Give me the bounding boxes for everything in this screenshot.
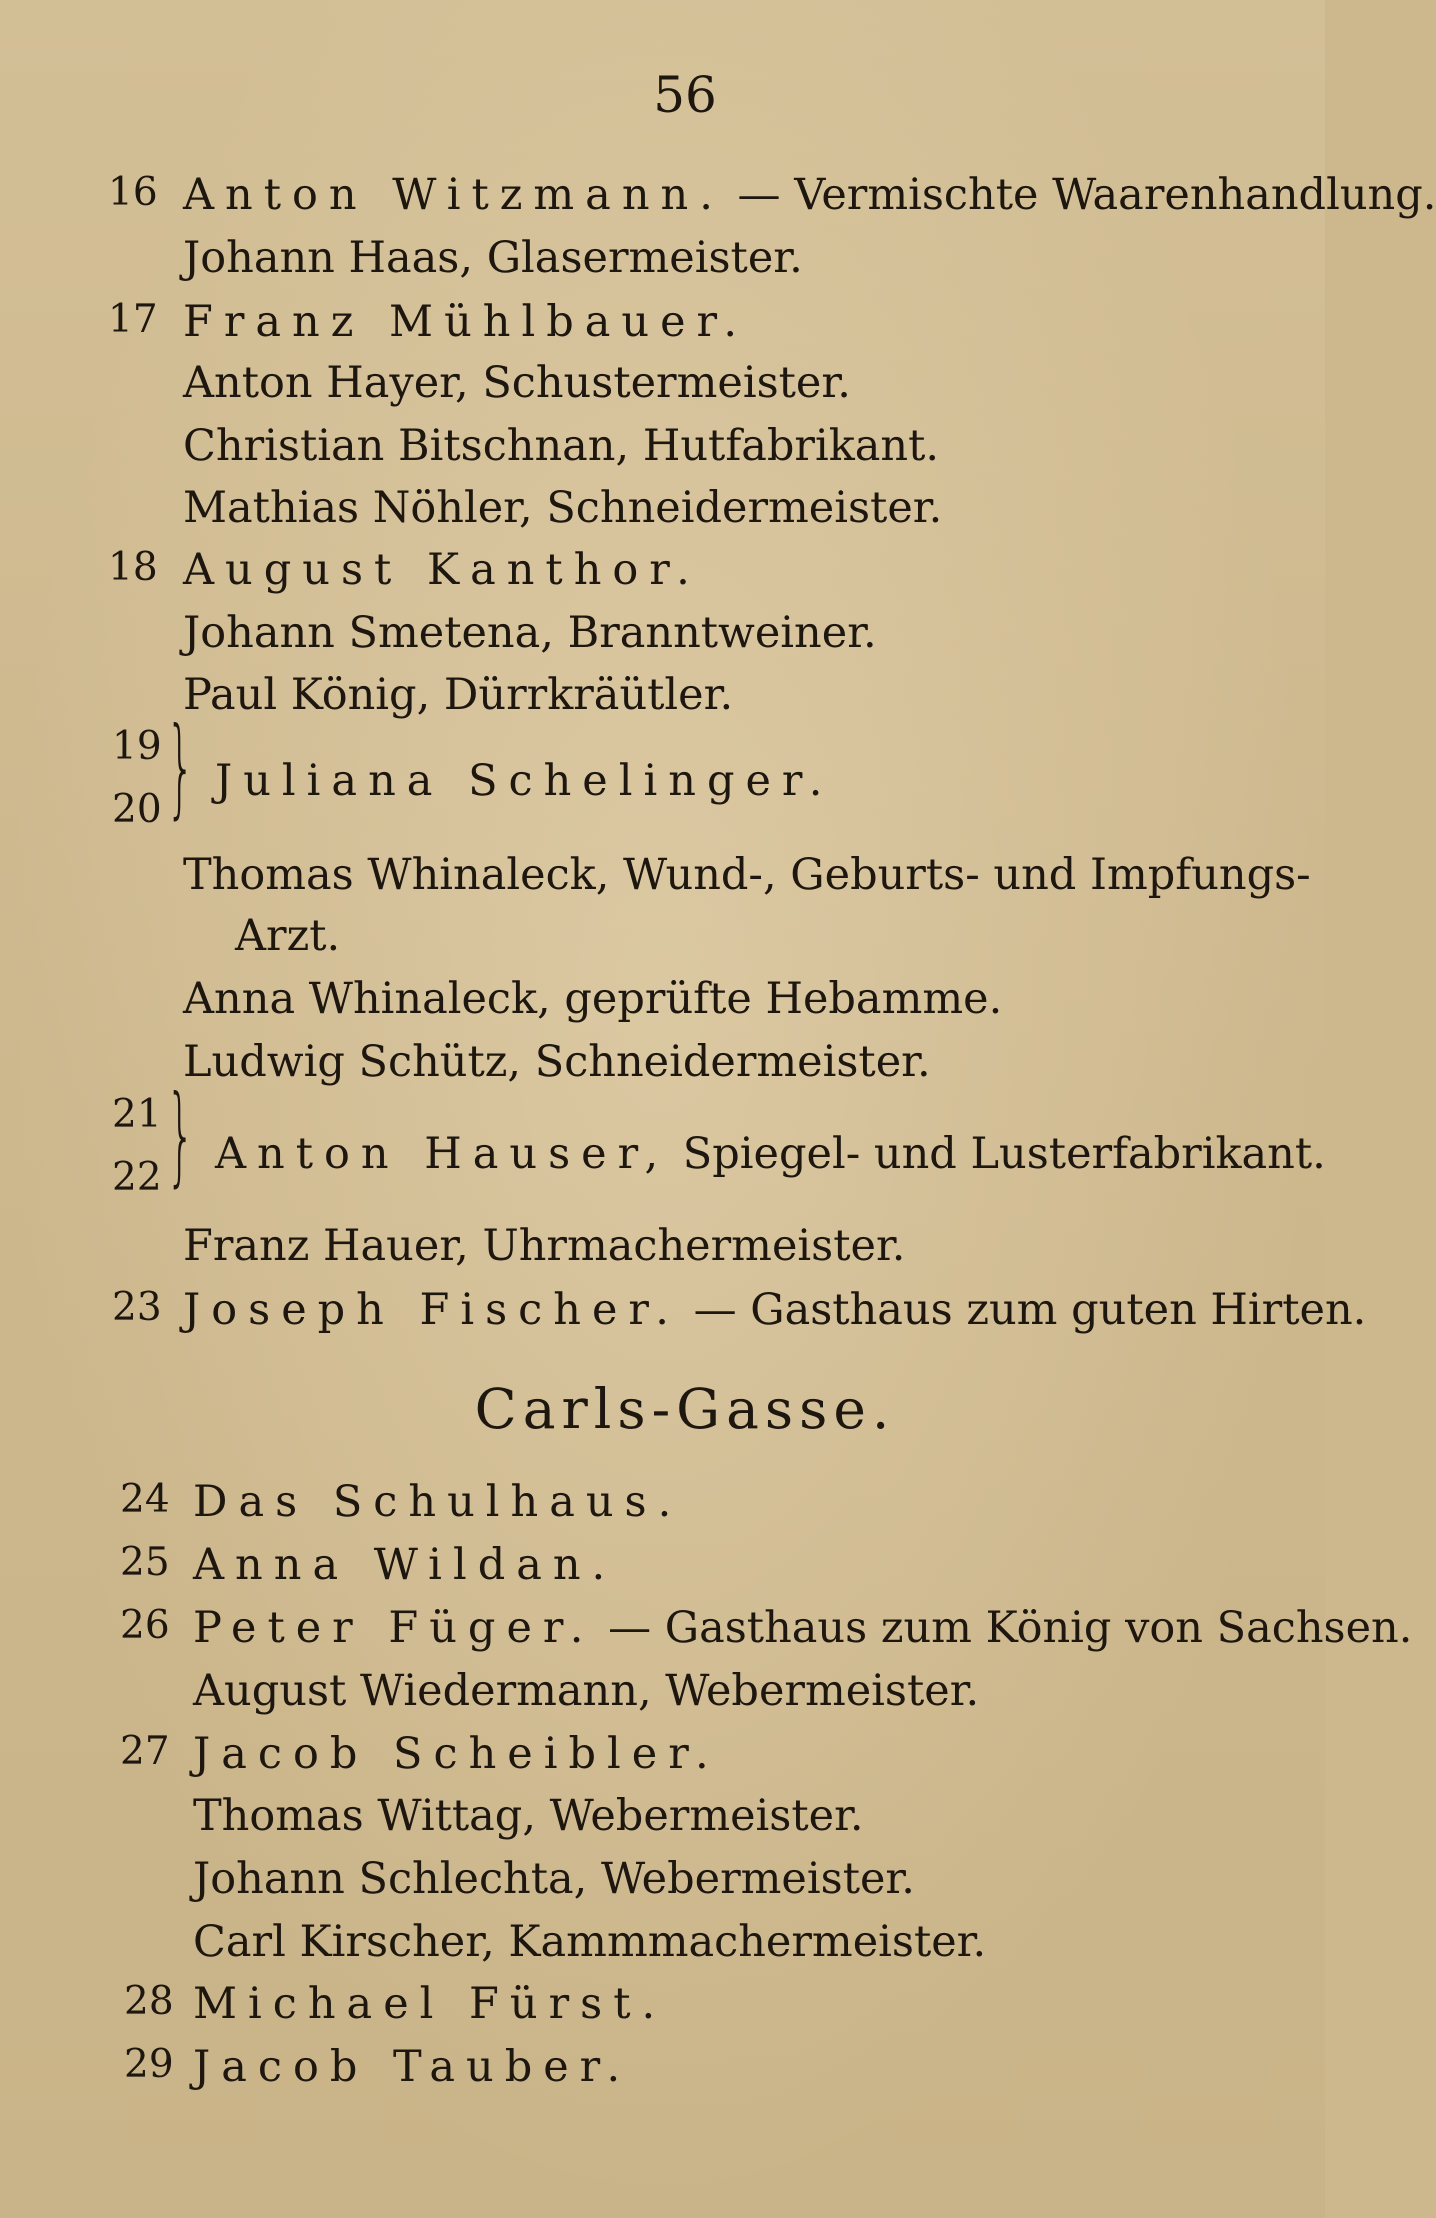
entry-line bbox=[183, 609, 877, 657]
entry-description: Schneidermeister. bbox=[532, 483, 943, 533]
entry-line bbox=[193, 1541, 616, 1589]
entry-line bbox=[183, 851, 1311, 899]
resident-name: Michael Fürst. bbox=[193, 1979, 667, 2029]
entry-line bbox=[235, 912, 340, 960]
entry-line bbox=[183, 484, 942, 532]
entry-description: Glasermeister. bbox=[473, 233, 803, 283]
resident-name: Carl Kirscher, bbox=[193, 1917, 495, 1967]
house-number: 28 bbox=[124, 1979, 174, 2024]
entry-description: Schustermeister. bbox=[468, 358, 851, 408]
resident-name: Anna Wildan. bbox=[193, 1540, 617, 1590]
house-number: 18 bbox=[108, 545, 158, 590]
resident-name: Johann Schlechta, bbox=[193, 1854, 588, 1904]
entry-description: Webermeister. bbox=[587, 1854, 915, 1904]
resident-name: Anton Witzmann. bbox=[183, 170, 724, 220]
entry-line bbox=[193, 1855, 915, 1903]
entry-line bbox=[183, 1286, 1366, 1334]
resident-name: Das Schulhaus. bbox=[193, 1477, 683, 1527]
resident-name: Jacob Tauber. bbox=[193, 2042, 632, 2092]
entry-description: Spiegel- und Lusterfabrikant. bbox=[669, 1129, 1326, 1179]
house-number: 21 bbox=[112, 1092, 162, 1137]
entry-description: Uhrmachermeister. bbox=[468, 1221, 906, 1271]
entry-description: Schneidermeister. bbox=[521, 1037, 931, 1087]
resident-name: Thomas Wittag, bbox=[193, 1791, 536, 1841]
entry-description: Hutfabrikant. bbox=[629, 421, 940, 471]
resident-name: Anton Hayer, bbox=[183, 358, 469, 408]
entry-line bbox=[193, 1478, 682, 1526]
entry-description: geprüfte Hebamme. bbox=[550, 974, 1003, 1024]
entry-description: — Vermischte Waarenhandlung. bbox=[723, 170, 1436, 220]
entry-line bbox=[193, 1980, 666, 2028]
entry-line bbox=[193, 2043, 631, 2091]
entry-line bbox=[183, 546, 701, 594]
entry-line bbox=[183, 298, 748, 346]
resident-name: Franz Mühlbauer. bbox=[183, 297, 749, 347]
resident-name: Johann Haas, bbox=[183, 233, 474, 283]
entry-line bbox=[193, 1730, 720, 1778]
entry-description: Webermeister. bbox=[536, 1791, 864, 1841]
entry-line bbox=[183, 975, 1002, 1023]
entry-line bbox=[193, 1918, 986, 1966]
entry-description: — Gasthaus zum König von Sachsen. bbox=[594, 1603, 1413, 1653]
entry-description: Kammmachermeister. bbox=[494, 1917, 987, 1967]
entry-line bbox=[183, 1222, 905, 1270]
house-number: 26 bbox=[120, 1603, 170, 1648]
entry-description: Dürrkräütler. bbox=[430, 670, 734, 720]
resident-name: Juliana Schelinger. bbox=[215, 756, 834, 806]
resident-name: Mathias Nöhler, bbox=[183, 483, 533, 533]
resident-name: August Kanthor. bbox=[183, 545, 701, 595]
resident-name: Anna Whinaleck, bbox=[183, 974, 551, 1024]
entry-line bbox=[183, 234, 803, 282]
house-number: 20 bbox=[112, 787, 162, 832]
entry-line bbox=[183, 671, 733, 719]
entry-description: Branntweiner. bbox=[553, 608, 877, 658]
house-number: 25 bbox=[120, 1540, 170, 1585]
curly-brace: } bbox=[166, 1073, 195, 1198]
house-number: 19 bbox=[112, 724, 162, 769]
entry-line bbox=[215, 1130, 1326, 1178]
entry-line bbox=[183, 422, 939, 470]
resident-name: Johann Smetena, bbox=[183, 608, 554, 658]
entry-line bbox=[193, 1667, 979, 1715]
house-number: 17 bbox=[108, 297, 158, 342]
resident-name: Peter Füger. bbox=[193, 1603, 595, 1653]
house-number: 29 bbox=[124, 2042, 174, 2087]
house-number: 22 bbox=[112, 1155, 162, 1200]
resident-name: Paul König, bbox=[183, 670, 431, 720]
resident-name: Christian Bitschnan, bbox=[183, 421, 630, 471]
entry-line bbox=[215, 757, 833, 805]
house-number: 23 bbox=[112, 1285, 162, 1330]
entry-line bbox=[193, 1792, 864, 1840]
entry-line bbox=[183, 1038, 931, 1086]
resident-name: Franz Hauer, bbox=[183, 1221, 469, 1271]
entry-line bbox=[183, 359, 851, 407]
page-number: 56 bbox=[653, 66, 717, 124]
house-number: 27 bbox=[120, 1729, 170, 1774]
curly-brace: } bbox=[166, 705, 195, 830]
resident-name: Joseph Fischer. bbox=[183, 1285, 680, 1335]
resident-name: August Wiedermann, bbox=[193, 1666, 652, 1716]
entry-description: Webermeister. bbox=[651, 1666, 980, 1716]
entry-description: — Gasthaus zum guten Hirten. bbox=[679, 1285, 1367, 1335]
resident-name: Jacob Scheibler. bbox=[193, 1729, 720, 1779]
house-number: 24 bbox=[120, 1477, 170, 1522]
entry-description: Wund-, Geburts- und Impfungs- bbox=[609, 850, 1311, 900]
resident-name: Ludwig Schütz, bbox=[183, 1037, 522, 1087]
resident-name: Thomas Whinaleck, bbox=[183, 850, 610, 900]
house-number: 16 bbox=[108, 170, 158, 215]
entry-line bbox=[193, 1604, 1412, 1652]
entry-description: Arzt. bbox=[235, 911, 341, 961]
street-heading: Carls-Gasse. bbox=[474, 1377, 896, 1441]
entry-line bbox=[183, 171, 1436, 219]
resident-name: Anton Hauser, bbox=[215, 1129, 670, 1179]
